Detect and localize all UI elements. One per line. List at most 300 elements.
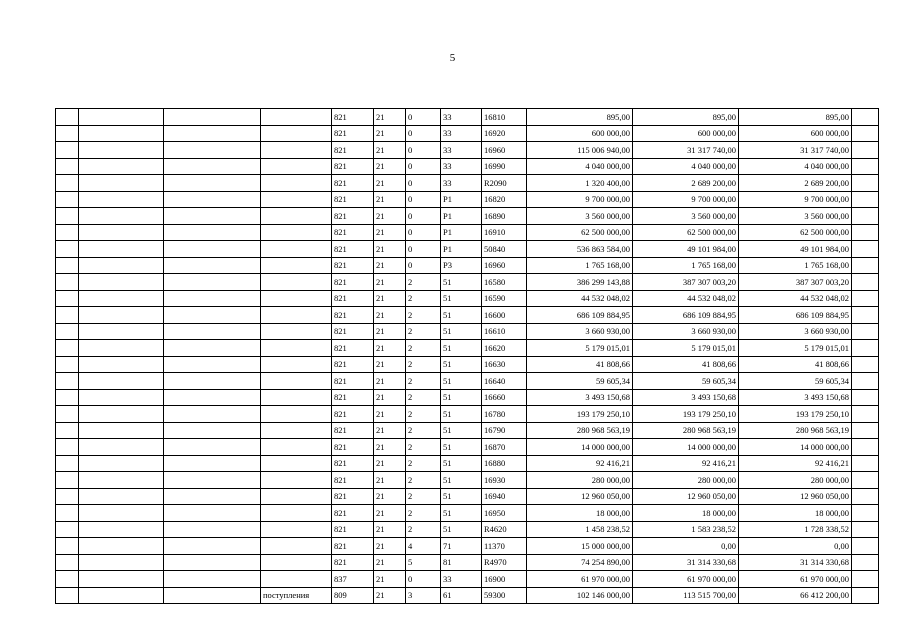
- budget-table: [55, 108, 879, 604]
- trailing-cell: [852, 142, 879, 159]
- subprogram-code: 2: [406, 422, 441, 439]
- subprogram-code: 0: [406, 158, 441, 175]
- admin-code: 821: [332, 257, 374, 274]
- table-row: [56, 257, 879, 274]
- amount-year-3: 1 728 338,52: [739, 521, 852, 538]
- admin-code: 821: [332, 109, 374, 126]
- direction-code: P3: [441, 257, 482, 274]
- margin-cell: [56, 290, 79, 307]
- amount-year-1: 3 560 000,00: [527, 208, 633, 225]
- expense-code: R4620: [482, 521, 527, 538]
- page-number: 5: [449, 52, 456, 64]
- subprogram-code: 2: [406, 323, 441, 340]
- amount-year-2: 280 968 563,19: [633, 422, 739, 439]
- margin-cell: [56, 488, 79, 505]
- margin-cell: [56, 439, 79, 456]
- admin-code: 821: [332, 208, 374, 225]
- expense-code: 16960: [482, 257, 527, 274]
- direction-code: 51: [441, 505, 482, 522]
- admin-code: 821: [332, 521, 374, 538]
- amount-year-3: 3 560 000,00: [739, 208, 852, 225]
- subprogram-code: 2: [406, 505, 441, 522]
- source-label: [261, 439, 332, 456]
- margin-cell: [56, 538, 79, 555]
- source-label: [261, 224, 332, 241]
- margin-cell: [56, 587, 79, 604]
- amount-year-1: 9 700 000,00: [527, 191, 633, 208]
- description-cell: [164, 554, 261, 571]
- subprogram-code: 2: [406, 472, 441, 489]
- description-cell: [164, 191, 261, 208]
- direction-code: 81: [441, 554, 482, 571]
- admin-code: 821: [332, 538, 374, 555]
- description-cell: [164, 439, 261, 456]
- trailing-cell: [852, 422, 879, 439]
- description-cell: [164, 521, 261, 538]
- amount-year-1: 44 532 048,02: [527, 290, 633, 307]
- name-cell: [79, 109, 164, 126]
- name-cell: [79, 241, 164, 258]
- amount-year-3: 2 689 200,00: [739, 175, 852, 192]
- amount-year-1: 92 416,21: [527, 455, 633, 472]
- description-cell: [164, 373, 261, 390]
- amount-year-3: 5 179 015,01: [739, 340, 852, 357]
- direction-code: 51: [441, 373, 482, 390]
- trailing-cell: [852, 521, 879, 538]
- description-cell: [164, 488, 261, 505]
- amount-year-2: 600 000,00: [633, 125, 739, 142]
- program-code: 21: [374, 224, 406, 241]
- amount-year-1: 3 660 930,00: [527, 323, 633, 340]
- amount-year-2: 1 583 238,52: [633, 521, 739, 538]
- margin-cell: [56, 406, 79, 423]
- program-code: 21: [374, 191, 406, 208]
- description-cell: [164, 422, 261, 439]
- amount-year-2: 9 700 000,00: [633, 191, 739, 208]
- admin-code: 821: [332, 307, 374, 324]
- table-row: [56, 191, 879, 208]
- subprogram-code: 0: [406, 109, 441, 126]
- description-cell: [164, 356, 261, 373]
- trailing-cell: [852, 158, 879, 175]
- amount-year-2: 4 040 000,00: [633, 158, 739, 175]
- amount-year-2: 92 416,21: [633, 455, 739, 472]
- source-label: [261, 142, 332, 159]
- amount-year-1: 280 000,00: [527, 472, 633, 489]
- margin-cell: [56, 158, 79, 175]
- admin-code: 821: [332, 439, 374, 456]
- admin-code: 821: [332, 422, 374, 439]
- amount-year-3: 41 808,66: [739, 356, 852, 373]
- source-label: [261, 208, 332, 225]
- subprogram-code: 5: [406, 554, 441, 571]
- amount-year-3: 61 970 000,00: [739, 571, 852, 588]
- admin-code: 821: [332, 125, 374, 142]
- table-row: [56, 142, 879, 159]
- admin-code: 821: [332, 488, 374, 505]
- admin-code: 821: [332, 406, 374, 423]
- trailing-cell: [852, 373, 879, 390]
- amount-year-2: 5 179 015,01: [633, 340, 739, 357]
- margin-cell: [56, 373, 79, 390]
- description-cell: [164, 587, 261, 604]
- expense-code: 50840: [482, 241, 527, 258]
- table-row: [56, 439, 879, 456]
- margin-cell: [56, 389, 79, 406]
- subprogram-code: 2: [406, 356, 441, 373]
- amount-year-1: 59 605,34: [527, 373, 633, 390]
- program-code: 21: [374, 323, 406, 340]
- amount-year-1: 1 458 238,52: [527, 521, 633, 538]
- admin-code: 821: [332, 389, 374, 406]
- source-label: поступления: [261, 587, 332, 604]
- source-label: [261, 356, 332, 373]
- trailing-cell: [852, 340, 879, 357]
- amount-year-1: 193 179 250,10: [527, 406, 633, 423]
- program-code: 21: [374, 307, 406, 324]
- amount-year-3: 9 700 000,00: [739, 191, 852, 208]
- trailing-cell: [852, 538, 879, 555]
- expense-code: 16610: [482, 323, 527, 340]
- amount-year-2: 113 515 700,00: [633, 587, 739, 604]
- direction-code: P1: [441, 224, 482, 241]
- direction-code: 51: [441, 472, 482, 489]
- description-cell: [164, 142, 261, 159]
- expense-code: 16630: [482, 356, 527, 373]
- table-body: [56, 109, 879, 604]
- source-label: [261, 290, 332, 307]
- source-label: [261, 571, 332, 588]
- program-code: 21: [374, 274, 406, 291]
- amount-year-3: 12 960 050,00: [739, 488, 852, 505]
- amount-year-1: 41 808,66: [527, 356, 633, 373]
- direction-code: P1: [441, 191, 482, 208]
- direction-code: 51: [441, 274, 482, 291]
- expense-code: R4970: [482, 554, 527, 571]
- subprogram-code: 0: [406, 241, 441, 258]
- table-row: [56, 175, 879, 192]
- name-cell: [79, 356, 164, 373]
- expense-code: 16810: [482, 109, 527, 126]
- name-cell: [79, 323, 164, 340]
- description-cell: [164, 208, 261, 225]
- program-code: 21: [374, 587, 406, 604]
- amount-year-3: 193 179 250,10: [739, 406, 852, 423]
- source-label: [261, 373, 332, 390]
- admin-code: 821: [332, 241, 374, 258]
- admin-code: 809: [332, 587, 374, 604]
- name-cell: [79, 373, 164, 390]
- subprogram-code: 0: [406, 191, 441, 208]
- expense-code: 16790: [482, 422, 527, 439]
- table-row: [56, 571, 879, 588]
- subprogram-code: 2: [406, 389, 441, 406]
- direction-code: P1: [441, 241, 482, 258]
- expense-code: 16930: [482, 472, 527, 489]
- trailing-cell: [852, 587, 879, 604]
- direction-code: 61: [441, 587, 482, 604]
- subprogram-code: 2: [406, 373, 441, 390]
- admin-code: 821: [332, 455, 374, 472]
- description-cell: [164, 571, 261, 588]
- amount-year-2: 2 689 200,00: [633, 175, 739, 192]
- trailing-cell: [852, 505, 879, 522]
- program-code: 21: [374, 125, 406, 142]
- margin-cell: [56, 257, 79, 274]
- description-cell: [164, 323, 261, 340]
- description-cell: [164, 455, 261, 472]
- amount-year-3: 31 314 330,68: [739, 554, 852, 571]
- source-label: [261, 323, 332, 340]
- amount-year-2: 18 000,00: [633, 505, 739, 522]
- subprogram-code: 2: [406, 290, 441, 307]
- program-code: 21: [374, 472, 406, 489]
- amount-year-1: 61 970 000,00: [527, 571, 633, 588]
- table-row: [56, 554, 879, 571]
- direction-code: 51: [441, 439, 482, 456]
- source-label: [261, 307, 332, 324]
- amount-year-3: 92 416,21: [739, 455, 852, 472]
- amount-year-3: 31 317 740,00: [739, 142, 852, 159]
- source-label: [261, 175, 332, 192]
- expense-code: 16890: [482, 208, 527, 225]
- amount-year-2: 387 307 003,20: [633, 274, 739, 291]
- table-row: [56, 422, 879, 439]
- expense-code: 16820: [482, 191, 527, 208]
- amount-year-3: 44 532 048,02: [739, 290, 852, 307]
- source-label: [261, 241, 332, 258]
- direction-code: 33: [441, 142, 482, 159]
- source-label: [261, 109, 332, 126]
- subprogram-code: 2: [406, 455, 441, 472]
- amount-year-2: 3 560 000,00: [633, 208, 739, 225]
- amount-year-3: 0,00: [739, 538, 852, 555]
- amount-year-1: 115 006 940,00: [527, 142, 633, 159]
- direction-code: 51: [441, 340, 482, 357]
- amount-year-3: 280 000,00: [739, 472, 852, 489]
- expense-code: R2090: [482, 175, 527, 192]
- admin-code: 821: [332, 175, 374, 192]
- name-cell: [79, 521, 164, 538]
- amount-year-2: 895,00: [633, 109, 739, 126]
- source-label: [261, 340, 332, 357]
- direction-code: 51: [441, 455, 482, 472]
- expense-code: 16590: [482, 290, 527, 307]
- expense-code: 16900: [482, 571, 527, 588]
- program-code: 21: [374, 290, 406, 307]
- trailing-cell: [852, 109, 879, 126]
- trailing-cell: [852, 488, 879, 505]
- description-cell: [164, 406, 261, 423]
- name-cell: [79, 439, 164, 456]
- subprogram-code: 0: [406, 175, 441, 192]
- margin-cell: [56, 208, 79, 225]
- table-row: [56, 505, 879, 522]
- name-cell: [79, 422, 164, 439]
- source-label: [261, 125, 332, 142]
- admin-code: 821: [332, 340, 374, 357]
- margin-cell: [56, 472, 79, 489]
- source-label: [261, 554, 332, 571]
- trailing-cell: [852, 554, 879, 571]
- source-label: [261, 488, 332, 505]
- expense-code: 16640: [482, 373, 527, 390]
- table-row: [56, 406, 879, 423]
- amount-year-2: 686 109 884,95: [633, 307, 739, 324]
- subprogram-code: 2: [406, 488, 441, 505]
- trailing-cell: [852, 406, 879, 423]
- description-cell: [164, 241, 261, 258]
- name-cell: [79, 224, 164, 241]
- direction-code: 33: [441, 571, 482, 588]
- name-cell: [79, 208, 164, 225]
- name-cell: [79, 191, 164, 208]
- amount-year-2: 31 314 330,68: [633, 554, 739, 571]
- amount-year-1: 4 040 000,00: [527, 158, 633, 175]
- name-cell: [79, 472, 164, 489]
- name-cell: [79, 406, 164, 423]
- amount-year-2: 59 605,34: [633, 373, 739, 390]
- expense-code: 16600: [482, 307, 527, 324]
- name-cell: [79, 307, 164, 324]
- subprogram-code: 2: [406, 274, 441, 291]
- direction-code: 51: [441, 307, 482, 324]
- trailing-cell: [852, 389, 879, 406]
- subprogram-code: 4: [406, 538, 441, 555]
- expense-code: 16940: [482, 488, 527, 505]
- amount-year-1: 14 000 000,00: [527, 439, 633, 456]
- expense-code: 16870: [482, 439, 527, 456]
- table-row: [56, 373, 879, 390]
- program-code: 21: [374, 505, 406, 522]
- source-label: [261, 274, 332, 291]
- program-code: 21: [374, 356, 406, 373]
- table-row: [56, 224, 879, 241]
- source-label: [261, 521, 332, 538]
- admin-code: 821: [332, 274, 374, 291]
- amount-year-3: 600 000,00: [739, 125, 852, 142]
- amount-year-3: 4 040 000,00: [739, 158, 852, 175]
- description-cell: [164, 538, 261, 555]
- trailing-cell: [852, 241, 879, 258]
- admin-code: 837: [332, 571, 374, 588]
- source-label: [261, 505, 332, 522]
- table-row: [56, 158, 879, 175]
- amount-year-2: 62 500 000,00: [633, 224, 739, 241]
- direction-code: 33: [441, 125, 482, 142]
- program-code: 21: [374, 175, 406, 192]
- name-cell: [79, 505, 164, 522]
- direction-code: 33: [441, 158, 482, 175]
- amount-year-1: 600 000,00: [527, 125, 633, 142]
- amount-year-1: 74 254 890,00: [527, 554, 633, 571]
- amount-year-3: 3 660 930,00: [739, 323, 852, 340]
- program-code: 21: [374, 571, 406, 588]
- trailing-cell: [852, 571, 879, 588]
- amount-year-2: 61 970 000,00: [633, 571, 739, 588]
- amount-year-2: 1 765 168,00: [633, 257, 739, 274]
- name-cell: [79, 257, 164, 274]
- trailing-cell: [852, 439, 879, 456]
- expense-code: 16950: [482, 505, 527, 522]
- direction-code: 51: [441, 422, 482, 439]
- direction-code: 51: [441, 356, 482, 373]
- subprogram-code: 3: [406, 587, 441, 604]
- subprogram-code: 2: [406, 439, 441, 456]
- direction-code: 51: [441, 521, 482, 538]
- admin-code: 821: [332, 505, 374, 522]
- subprogram-code: 0: [406, 142, 441, 159]
- admin-code: 821: [332, 373, 374, 390]
- program-code: 21: [374, 538, 406, 555]
- table-row: [56, 290, 879, 307]
- direction-code: 51: [441, 406, 482, 423]
- program-code: 21: [374, 422, 406, 439]
- margin-cell: [56, 554, 79, 571]
- expense-code: 16880: [482, 455, 527, 472]
- admin-code: 821: [332, 224, 374, 241]
- trailing-cell: [852, 257, 879, 274]
- margin-cell: [56, 274, 79, 291]
- amount-year-1: 12 960 050,00: [527, 488, 633, 505]
- name-cell: [79, 274, 164, 291]
- source-label: [261, 472, 332, 489]
- table-row: [56, 488, 879, 505]
- expense-code: 16990: [482, 158, 527, 175]
- trailing-cell: [852, 307, 879, 324]
- table-row: [56, 587, 879, 604]
- table-row: [56, 340, 879, 357]
- amount-year-2: 3 493 150,68: [633, 389, 739, 406]
- trailing-cell: [852, 175, 879, 192]
- source-label: [261, 422, 332, 439]
- program-code: 21: [374, 340, 406, 357]
- table-row: [56, 241, 879, 258]
- description-cell: [164, 109, 261, 126]
- amount-year-3: 62 500 000,00: [739, 224, 852, 241]
- name-cell: [79, 538, 164, 555]
- margin-cell: [56, 571, 79, 588]
- expense-code: 16580: [482, 274, 527, 291]
- amount-year-1: 62 500 000,00: [527, 224, 633, 241]
- name-cell: [79, 125, 164, 142]
- amount-year-3: 387 307 003,20: [739, 274, 852, 291]
- amount-year-1: 895,00: [527, 109, 633, 126]
- table-row: [56, 274, 879, 291]
- name-cell: [79, 175, 164, 192]
- amount-year-2: 31 317 740,00: [633, 142, 739, 159]
- amount-year-1: 386 299 143,88: [527, 274, 633, 291]
- margin-cell: [56, 422, 79, 439]
- source-label: [261, 538, 332, 555]
- margin-cell: [56, 224, 79, 241]
- description-cell: [164, 472, 261, 489]
- program-code: 21: [374, 389, 406, 406]
- margin-cell: [56, 505, 79, 522]
- program-code: 21: [374, 406, 406, 423]
- description-cell: [164, 307, 261, 324]
- program-code: 21: [374, 439, 406, 456]
- amount-year-2: 41 808,66: [633, 356, 739, 373]
- amount-year-3: 18 000,00: [739, 505, 852, 522]
- description-cell: [164, 257, 261, 274]
- amount-year-3: 686 109 884,95: [739, 307, 852, 324]
- table-row: [56, 356, 879, 373]
- program-code: 21: [374, 158, 406, 175]
- name-cell: [79, 142, 164, 159]
- program-code: 21: [374, 257, 406, 274]
- admin-code: 821: [332, 472, 374, 489]
